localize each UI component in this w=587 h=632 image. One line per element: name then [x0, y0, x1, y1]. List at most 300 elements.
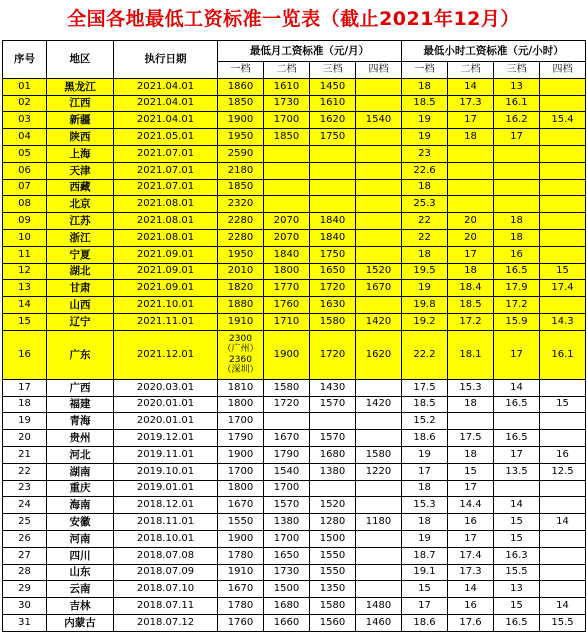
- cell-monthly-tier-1: 1760: [218, 614, 264, 631]
- cell-region: 河南: [47, 530, 114, 547]
- table-row: [3, 213, 586, 230]
- cell-monthly-tier-1: 1700: [218, 413, 264, 430]
- cell-monthly-tier-2: 1380: [264, 514, 310, 531]
- cell-hourly-tier-4: 16.1: [540, 330, 586, 379]
- cell-hourly-tier-4: [540, 430, 586, 447]
- cell-no: 29: [3, 581, 47, 598]
- cell-hourly-tier-3: 16: [494, 246, 540, 263]
- cell-monthly-tier-4: [356, 581, 402, 598]
- cell-hourly-tier-4: 14: [540, 598, 586, 615]
- cell-date: 2018.07.12: [114, 614, 218, 631]
- cell-monthly-tier-4: [356, 497, 402, 514]
- cell-monthly-tier-3: 1750: [310, 129, 356, 146]
- cell-monthly-tier-4: 1580: [356, 446, 402, 463]
- cell-hourly-tier-2: 18: [448, 263, 494, 280]
- cell-hourly-tier-2: 18: [448, 396, 494, 413]
- cell-monthly-tier-1: [218, 330, 264, 379]
- cell-no: 27: [3, 547, 47, 564]
- cell-monthly-tier-4: [356, 246, 402, 263]
- cell-no: 03: [3, 112, 47, 129]
- cell-date: 2021.09.01: [114, 280, 218, 297]
- cell-hourly-tier-2: 20: [448, 213, 494, 230]
- table-row: [3, 514, 586, 531]
- cell-region: 上海: [47, 145, 114, 162]
- cell-monthly-tier-4: [356, 179, 402, 196]
- table-row: [3, 330, 586, 379]
- cell-hourly-tier-1: 17.5: [402, 379, 448, 396]
- cell-hourly-tier-2: 17.5: [448, 430, 494, 447]
- cell-hourly-tier-1: 19.1: [402, 564, 448, 581]
- cell-date: 2020.03.01: [114, 379, 218, 396]
- cell-monthly-tier-1: 2010: [218, 263, 264, 280]
- cell-date: 2021.04.01: [114, 78, 218, 95]
- cell-monthly-tier-1: 1790: [218, 430, 264, 447]
- cell-hourly-tier-3: 16.1: [494, 95, 540, 112]
- cell-hourly-tier-2: [448, 196, 494, 213]
- cell-no: 09: [3, 213, 47, 230]
- table-row: [3, 530, 586, 547]
- cell-hourly-tier-1: 23: [402, 145, 448, 162]
- cell-monthly-tier-2: 1730: [264, 564, 310, 581]
- cell-date: 2018.12.01: [114, 497, 218, 514]
- cell-hourly-tier-2: 17: [448, 112, 494, 129]
- cell-monthly-tier-2: 2070: [264, 213, 310, 230]
- cell-monthly-tier-3: 1650: [310, 263, 356, 280]
- cell-region: 江西: [47, 95, 114, 112]
- table-row: [3, 78, 586, 95]
- cell-hourly-tier-1: 19: [402, 530, 448, 547]
- cell-monthly-tier-2: 1760: [264, 297, 310, 314]
- cell-date: 2021.09.01: [114, 263, 218, 280]
- cell-hourly-tier-1: 18: [402, 480, 448, 497]
- cell-no: 15: [3, 313, 47, 330]
- cell-no: 12: [3, 263, 47, 280]
- cell-hourly-tier-2: 17: [448, 246, 494, 263]
- table-row: [3, 95, 586, 112]
- cell-hourly-tier-4: [540, 379, 586, 396]
- cell-hourly-tier-1: 18.6: [402, 430, 448, 447]
- cell-monthly-tier-1: 1900: [218, 530, 264, 547]
- cell-no: 14: [3, 297, 47, 314]
- cell-monthly-tier-4: 1180: [356, 514, 402, 531]
- cell-hourly-tier-4: 17.4: [540, 280, 586, 297]
- cell-hourly-tier-3: 16.5: [494, 263, 540, 280]
- table-row: [3, 413, 586, 430]
- cell-no: 05: [3, 145, 47, 162]
- cell-hourly-tier-4: [540, 78, 586, 95]
- cell-monthly-tier-4: [356, 430, 402, 447]
- cell-monthly-tier-1: 1880: [218, 297, 264, 314]
- cell-monthly-tier-4: [356, 145, 402, 162]
- cell-region: 安徽: [47, 514, 114, 531]
- cell-date: 2018.10.01: [114, 530, 218, 547]
- cell-no: 18: [3, 396, 47, 413]
- cell-hourly-tier-1: 22: [402, 229, 448, 246]
- cell-monthly-tier-4: [356, 129, 402, 146]
- cell-no: 16: [3, 330, 47, 379]
- cell-monthly-tier-4: [356, 480, 402, 497]
- cell-hourly-tier-1: 19: [402, 129, 448, 146]
- cell-no: 02: [3, 95, 47, 112]
- cell-hourly-tier-2: [448, 162, 494, 179]
- cell-hourly-tier-4: [540, 297, 586, 314]
- cell-monthly-tier-3: 1680: [310, 446, 356, 463]
- cell-hourly-tier-3: 17: [494, 446, 540, 463]
- cell-monthly-tier-2: 1610: [264, 78, 310, 95]
- cell-date: 2018.11.01: [114, 514, 218, 531]
- cell-monthly-tier-2: 1540: [264, 463, 310, 480]
- cell-hourly-tier-2: 20: [448, 229, 494, 246]
- cell-date: 2018.07.11: [114, 598, 218, 615]
- cell-region: 湖南: [47, 463, 114, 480]
- cell-hourly-tier-4: [540, 480, 586, 497]
- cell-monthly-tier-3: [310, 179, 356, 196]
- cell-monthly-multi-text: 2300（广州）2360（深圳）: [222, 333, 259, 375]
- cell-monthly-tier-4: 1420: [356, 396, 402, 413]
- cell-date: 2021.10.01: [114, 297, 218, 314]
- cell-monthly-tier-1: 1810: [218, 379, 264, 396]
- cell-hourly-tier-4: [540, 196, 586, 213]
- cell-hourly-tier-2: 16: [448, 598, 494, 615]
- cell-date: 2019.10.01: [114, 463, 218, 480]
- cell-hourly-tier-2: [448, 145, 494, 162]
- cell-hourly-tier-1: 18.7: [402, 547, 448, 564]
- cell-hourly-tier-4: 15: [540, 263, 586, 280]
- cell-region: 天津: [47, 162, 114, 179]
- cell-region: 江苏: [47, 213, 114, 230]
- cell-hourly-tier-3: [494, 145, 540, 162]
- cell-hourly-tier-4: 12.5: [540, 463, 586, 480]
- table-row: [3, 497, 586, 514]
- cell-hourly-tier-2: 14.4: [448, 497, 494, 514]
- cell-monthly-tier-1: 1860: [218, 78, 264, 95]
- cell-monthly-tier-1: 2320: [218, 196, 264, 213]
- cell-hourly-tier-4: [540, 179, 586, 196]
- cell-region: 重庆: [47, 480, 114, 497]
- cell-region: 甘肃: [47, 280, 114, 297]
- cell-hourly-tier-3: 15: [494, 598, 540, 615]
- cell-monthly-tier-2: [264, 196, 310, 213]
- cell-hourly-tier-3: 16.5: [494, 430, 540, 447]
- table-row: [3, 598, 586, 615]
- table-row: [3, 614, 586, 631]
- cell-region: 湖北: [47, 263, 114, 280]
- header-hourly-tier-2: 二档: [448, 62, 494, 79]
- table-row: [3, 379, 586, 396]
- cell-hourly-tier-3: 15: [494, 530, 540, 547]
- cell-monthly-tier-4: [356, 78, 402, 95]
- cell-no: 21: [3, 446, 47, 463]
- cell-date: 2019.12.01: [114, 430, 218, 447]
- cell-monthly-tier-1: 1820: [218, 280, 264, 297]
- cell-monthly-tier-3: 1750: [310, 246, 356, 263]
- cell-region: 新疆: [47, 112, 114, 129]
- cell-region: 浙江: [47, 229, 114, 246]
- cell-monthly-tier-3: 1580: [310, 313, 356, 330]
- cell-monthly-tier-4: [356, 196, 402, 213]
- cell-hourly-tier-1: 19.8: [402, 297, 448, 314]
- cell-monthly-tier-3: [310, 145, 356, 162]
- cell-monthly-tier-1: 1780: [218, 598, 264, 615]
- cell-hourly-tier-3: 15.9: [494, 313, 540, 330]
- cell-date: 2021.08.01: [114, 213, 218, 230]
- cell-hourly-tier-3: 14: [494, 379, 540, 396]
- cell-region: 福建: [47, 396, 114, 413]
- header-monthly-tier-1: 一档: [218, 62, 264, 79]
- cell-monthly-tier-1: 1910: [218, 564, 264, 581]
- cell-monthly-tier-3: 1720: [310, 330, 356, 379]
- cell-monthly-tier-4: [356, 297, 402, 314]
- cell-hourly-tier-1: 18: [402, 179, 448, 196]
- cell-no: 19: [3, 413, 47, 430]
- cell-hourly-tier-1: 19: [402, 446, 448, 463]
- cell-monthly-tier-4: 1420: [356, 313, 402, 330]
- cell-hourly-tier-2: 17: [448, 480, 494, 497]
- cell-hourly-tier-3: 16.2: [494, 112, 540, 129]
- cell-region: 河北: [47, 446, 114, 463]
- cell-region: 黑龙江: [47, 78, 114, 95]
- cell-region: 西藏: [47, 179, 114, 196]
- cell-hourly-tier-3: [494, 413, 540, 430]
- cell-monthly-tier-3: 1280: [310, 514, 356, 531]
- cell-monthly-tier-2: [264, 145, 310, 162]
- cell-hourly-tier-3: 13: [494, 78, 540, 95]
- table-row: [3, 179, 586, 196]
- cell-hourly-tier-2: 17.6: [448, 614, 494, 631]
- table-row: [3, 162, 586, 179]
- cell-hourly-tier-1: 19.2: [402, 313, 448, 330]
- cell-hourly-tier-4: [540, 547, 586, 564]
- cell-monthly-tier-2: 1730: [264, 95, 310, 112]
- cell-date: 2018.07.09: [114, 564, 218, 581]
- cell-region: 广东: [47, 330, 114, 379]
- cell-monthly-tier-1: 1800: [218, 396, 264, 413]
- cell-no: 08: [3, 196, 47, 213]
- cell-hourly-tier-1: 15.3: [402, 497, 448, 514]
- header-hourly-tier-3: 三档: [494, 62, 540, 79]
- table-row: [3, 564, 586, 581]
- cell-monthly-tier-3: [310, 480, 356, 497]
- cell-hourly-tier-4: 16: [540, 446, 586, 463]
- cell-monthly-tier-3: 1610: [310, 95, 356, 112]
- cell-date: 2018.07.10: [114, 581, 218, 598]
- cell-monthly-tier-4: 1670: [356, 280, 402, 297]
- cell-date: 2021.04.01: [114, 95, 218, 112]
- cell-hourly-tier-2: 14: [448, 581, 494, 598]
- cell-monthly-tier-3: 1840: [310, 213, 356, 230]
- cell-monthly-tier-4: [356, 530, 402, 547]
- cell-hourly-tier-3: 18: [494, 213, 540, 230]
- header-monthly-tier-2: 二档: [264, 62, 310, 79]
- cell-hourly-tier-1: 18: [402, 514, 448, 531]
- header-hourly: 最低小时工资标准（元/小时）: [402, 41, 586, 62]
- cell-hourly-tier-3: [494, 480, 540, 497]
- header-monthly-tier-3: 三档: [310, 62, 356, 79]
- cell-monthly-tier-1: 1910: [218, 313, 264, 330]
- cell-region: 陕西: [47, 129, 114, 146]
- cell-no: 24: [3, 497, 47, 514]
- cell-hourly-tier-4: 14: [540, 514, 586, 531]
- table-row: [3, 313, 586, 330]
- cell-hourly-tier-2: 17.4: [448, 547, 494, 564]
- cell-hourly-tier-3: 17: [494, 330, 540, 379]
- cell-region: 云南: [47, 581, 114, 598]
- cell-region: 山西: [47, 297, 114, 314]
- cell-hourly-tier-3: 18: [494, 229, 540, 246]
- cell-no: 01: [3, 78, 47, 95]
- cell-monthly-tier-4: 1220: [356, 463, 402, 480]
- cell-monthly-tier-4: 1540: [356, 112, 402, 129]
- cell-no: 06: [3, 162, 47, 179]
- cell-no: 23: [3, 480, 47, 497]
- table-row: [3, 430, 586, 447]
- cell-date: 2018.07.08: [114, 547, 218, 564]
- cell-hourly-tier-3: 16.5: [494, 396, 540, 413]
- cell-region: 贵州: [47, 430, 114, 447]
- cell-monthly-tier-3: 1350: [310, 581, 356, 598]
- cell-hourly-tier-4: [540, 129, 586, 146]
- cell-hourly-tier-4: [540, 213, 586, 230]
- cell-hourly-tier-1: 18.6: [402, 614, 448, 631]
- cell-monthly-tier-2: 1670: [264, 430, 310, 447]
- cell-no: 13: [3, 280, 47, 297]
- cell-date: 2021.07.01: [114, 145, 218, 162]
- cell-monthly-tier-4: [356, 229, 402, 246]
- cell-hourly-tier-3: 14: [494, 497, 540, 514]
- cell-region: 山东: [47, 564, 114, 581]
- header-hourly-tier-1: 一档: [402, 62, 448, 79]
- cell-monthly-tier-2: 1700: [264, 112, 310, 129]
- cell-monthly-tier-2: [264, 413, 310, 430]
- cell-date: 2020.01.01: [114, 413, 218, 430]
- cell-hourly-tier-2: 17.2: [448, 313, 494, 330]
- cell-monthly-tier-3: 1620: [310, 112, 356, 129]
- cell-monthly-tier-2: 1680: [264, 598, 310, 615]
- cell-monthly-tier-1: 1670: [218, 497, 264, 514]
- cell-hourly-tier-4: [540, 162, 586, 179]
- cell-monthly-tier-2: 1770: [264, 280, 310, 297]
- cell-monthly-tier-2: 2070: [264, 229, 310, 246]
- cell-no: 11: [3, 246, 47, 263]
- cell-hourly-tier-2: 18: [448, 446, 494, 463]
- cell-no: 28: [3, 564, 47, 581]
- cell-monthly-tier-2: 1840: [264, 246, 310, 263]
- cell-monthly-tier-4: 1620: [356, 330, 402, 379]
- cell-hourly-tier-1: 22.6: [402, 162, 448, 179]
- cell-monthly-tier-3: [310, 196, 356, 213]
- cell-hourly-tier-2: 15: [448, 463, 494, 480]
- cell-no: 04: [3, 129, 47, 146]
- cell-monthly-tier-2: 1850: [264, 129, 310, 146]
- cell-monthly-tier-2: 1700: [264, 480, 310, 497]
- cell-region: 吉林: [47, 598, 114, 615]
- cell-hourly-tier-1: 18: [402, 78, 448, 95]
- cell-hourly-tier-4: 15.5: [540, 614, 586, 631]
- cell-hourly-tier-1: 18.5: [402, 396, 448, 413]
- min-wage-table: [2, 40, 586, 632]
- cell-hourly-tier-4: [540, 497, 586, 514]
- cell-region: 青海: [47, 413, 114, 430]
- cell-hourly-tier-2: 18.5: [448, 297, 494, 314]
- cell-hourly-tier-4: [540, 530, 586, 547]
- header-monthly-tier-4: 四档: [356, 62, 402, 79]
- cell-no: 30: [3, 598, 47, 615]
- cell-hourly-tier-3: [494, 179, 540, 196]
- cell-monthly-tier-2: 1800: [264, 263, 310, 280]
- cell-date: 2019.01.01: [114, 480, 218, 497]
- cell-monthly-tier-1: 1900: [218, 112, 264, 129]
- cell-monthly-tier-2: [264, 179, 310, 196]
- header-no: 序号: [3, 41, 47, 79]
- header-hourly-tier-4: 四档: [540, 62, 586, 79]
- cell-monthly-tier-3: 1430: [310, 379, 356, 396]
- cell-region: 内蒙古: [47, 614, 114, 631]
- cell-date: 2019.11.01: [114, 446, 218, 463]
- cell-monthly-tier-2: 1700: [264, 530, 310, 547]
- table-row: [3, 246, 586, 263]
- cell-hourly-tier-4: [540, 581, 586, 598]
- cell-hourly-tier-2: 17.3: [448, 95, 494, 112]
- cell-hourly-tier-1: 22.2: [402, 330, 448, 379]
- cell-hourly-tier-1: 25.3: [402, 196, 448, 213]
- cell-monthly-tier-3: 1570: [310, 396, 356, 413]
- cell-region: 四川: [47, 547, 114, 564]
- cell-monthly-tier-1: 1670: [218, 581, 264, 598]
- cell-hourly-tier-3: 15.5: [494, 564, 540, 581]
- cell-monthly-tier-1: 1780: [218, 547, 264, 564]
- cell-monthly-tier-3: 1570: [310, 430, 356, 447]
- cell-hourly-tier-4: [540, 413, 586, 430]
- cell-date: 2021.05.01: [114, 129, 218, 146]
- table-row: [3, 396, 586, 413]
- cell-no: 31: [3, 614, 47, 631]
- cell-monthly-tier-2: [264, 162, 310, 179]
- cell-no: 07: [3, 179, 47, 196]
- cell-no: 17: [3, 379, 47, 396]
- cell-hourly-tier-1: 19.5: [402, 263, 448, 280]
- cell-monthly-tier-1: 1950: [218, 129, 264, 146]
- cell-hourly-tier-1: 15.2: [402, 413, 448, 430]
- cell-no: 26: [3, 530, 47, 547]
- table-row: [3, 581, 586, 598]
- cell-hourly-tier-4: 15.4: [540, 112, 586, 129]
- cell-monthly-tier-3: [310, 162, 356, 179]
- cell-monthly-tier-4: 1480: [356, 598, 402, 615]
- cell-hourly-tier-3: 17.9: [494, 280, 540, 297]
- cell-no: 20: [3, 430, 47, 447]
- cell-hourly-tier-1: 17: [402, 598, 448, 615]
- cell-monthly-tier-3: 1500: [310, 530, 356, 547]
- cell-date: 2021.07.01: [114, 162, 218, 179]
- table-row: [3, 145, 586, 162]
- cell-monthly-tier-4: [356, 564, 402, 581]
- header-monthly: 最低月工资标准（元/月）: [218, 41, 402, 62]
- cell-hourly-tier-4: [540, 564, 586, 581]
- cell-hourly-tier-1: 15: [402, 581, 448, 598]
- cell-monthly-tier-2: 1500: [264, 581, 310, 598]
- cell-date: 2021.07.01: [114, 179, 218, 196]
- cell-date: 2021.04.01: [114, 112, 218, 129]
- cell-monthly-tier-4: [356, 213, 402, 230]
- cell-hourly-tier-1: 18: [402, 246, 448, 263]
- cell-hourly-tier-4: 14.3: [540, 313, 586, 330]
- cell-monthly-tier-1: 1850: [218, 95, 264, 112]
- cell-hourly-tier-3: [494, 196, 540, 213]
- cell-hourly-tier-3: 16.3: [494, 547, 540, 564]
- cell-monthly-tier-3: [310, 413, 356, 430]
- cell-hourly-tier-2: 17.3: [448, 564, 494, 581]
- cell-monthly-tier-1: 1900: [218, 446, 264, 463]
